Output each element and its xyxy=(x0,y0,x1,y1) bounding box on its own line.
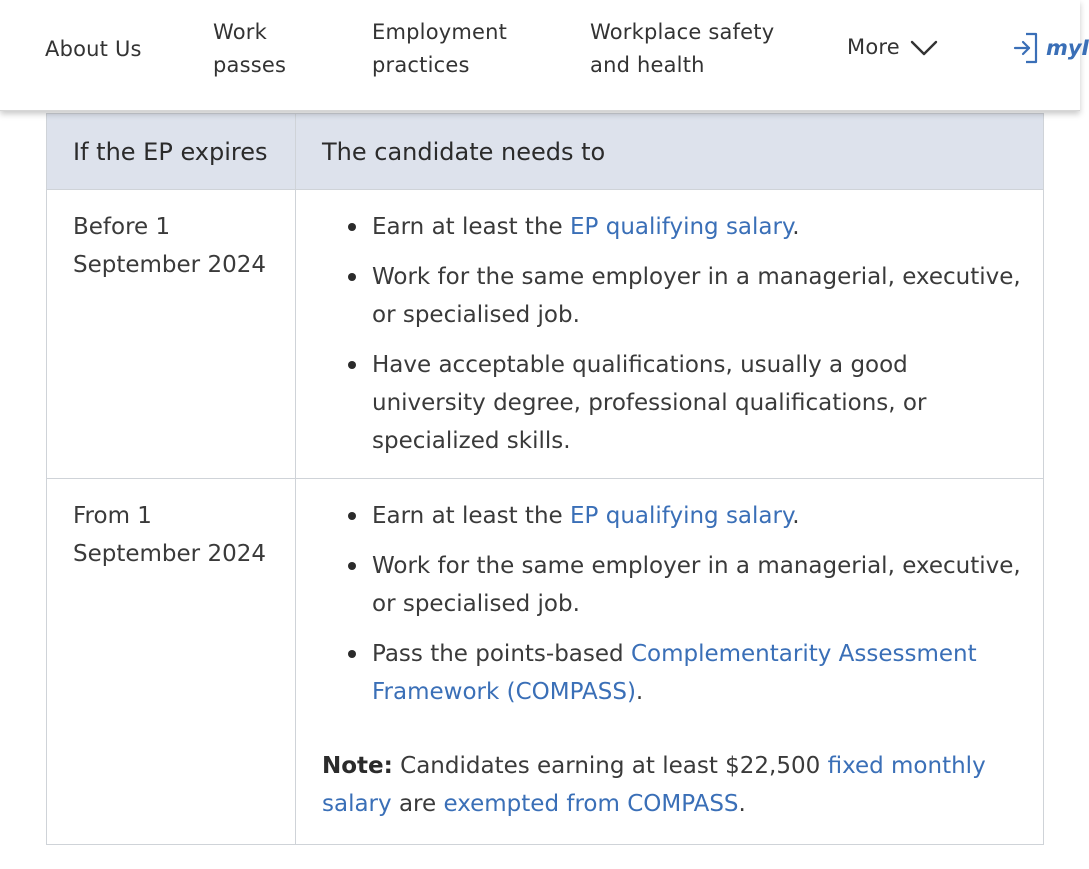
header-ep-expires: If the EP expires xyxy=(47,114,296,190)
condition-line1: From 1 xyxy=(73,503,152,529)
nav-more-label: More xyxy=(847,35,900,59)
req-text: Work for the same employer in a managerial, executive, or specialised job. xyxy=(372,264,1021,328)
nav-workplace-safety[interactable] xyxy=(590,16,774,82)
req-text-end: . xyxy=(792,214,800,240)
nav-work-passes-line1: Work xyxy=(213,20,267,44)
compass-framework-link[interactable]: Complementarity Assessment Framework (COMPASS) xyxy=(372,641,977,705)
list-item xyxy=(372,208,1023,246)
note-text: Candidates earning at least $22,500 xyxy=(392,753,828,779)
nav-about-us[interactable]: About Us xyxy=(45,37,142,61)
req-text-end: . xyxy=(792,503,800,529)
compass-note xyxy=(322,747,1023,823)
nav-employment-line2: practices xyxy=(372,53,470,77)
note-text: are xyxy=(391,791,444,817)
nav-login-link[interactable] xyxy=(1012,31,1089,65)
nav-work-passes[interactable] xyxy=(213,16,286,82)
ep-renewal-table xyxy=(46,113,1043,845)
req-text: Pass the points-based xyxy=(372,641,631,667)
note-label: Note: xyxy=(322,753,393,779)
req-text: Work for the same employer in a managerial, executive, or specialised job. xyxy=(372,553,1021,617)
nav-more-dropdown[interactable] xyxy=(847,31,938,64)
table-header-row xyxy=(47,114,1044,190)
table-row xyxy=(47,190,1044,479)
ep-qualifying-salary-link[interactable]: EP qualifying salary xyxy=(570,503,793,529)
list-item xyxy=(372,547,1023,623)
nav-employment-practices[interactable] xyxy=(372,16,507,82)
list-item xyxy=(372,258,1023,334)
nav-work-passes-line2: passes xyxy=(213,53,287,77)
login-icon xyxy=(1012,31,1040,65)
condition-cell xyxy=(47,479,296,845)
requirements-cell xyxy=(296,190,1044,479)
condition-line1: Before 1 xyxy=(73,214,171,240)
ep-qualifying-salary-link[interactable]: EP qualifying salary xyxy=(570,214,793,240)
fixed-monthly-salary-link[interactable]: fixed monthly salary xyxy=(322,753,986,817)
req-text: Earn at least the xyxy=(372,503,570,529)
exempted-from-compass-link[interactable]: exempted from COMPASS xyxy=(443,791,739,817)
list-item xyxy=(372,497,1023,535)
nav-employment-line1: Employment xyxy=(372,20,508,44)
req-text-end: . xyxy=(635,679,644,705)
chevron-down-icon xyxy=(910,39,938,57)
nav-safety-line2: and health xyxy=(590,53,705,77)
header-candidate-needs: The candidate needs to xyxy=(296,114,1044,190)
nav-login-label: myI xyxy=(1046,36,1089,60)
list-item xyxy=(372,635,1023,711)
note-text-end: . xyxy=(738,791,746,817)
requirements-list xyxy=(322,208,1023,460)
table-row xyxy=(47,479,1044,845)
condition-line2: September 2024 xyxy=(73,252,266,278)
condition-cell xyxy=(47,190,296,479)
nav-safety-line1: Workplace safety xyxy=(590,20,775,44)
list-item xyxy=(372,346,1023,460)
req-text: Earn at least the xyxy=(372,214,570,240)
condition-line2: September 2024 xyxy=(73,541,266,567)
requirements-list xyxy=(322,497,1023,711)
req-text: Have acceptable qualifications, usually a good university degree, professional qualifications, or specialized skills. xyxy=(372,352,927,454)
requirements-cell xyxy=(296,479,1044,845)
top-navigation xyxy=(0,0,1089,111)
